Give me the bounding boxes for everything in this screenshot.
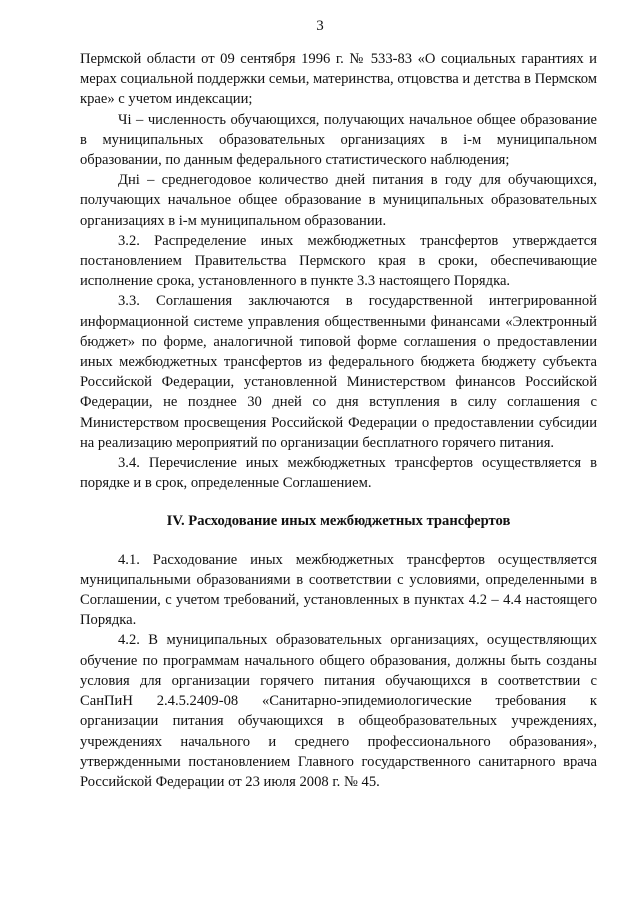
paragraph-continuation: Пермской области от 09 сентября 1996 г. № 533-83 «О социальных гарантиях и мерах социальной поддержки семьи, материнства, отцовства и детства в Пермском крае» с учетом индексации;	[80, 51, 597, 108]
paragraph-definition-dn: Днi – среднегодовое количество дней питания в году для обучающихся, получающих начальное общее образование в муниципальных образовательных организациях в i-м муниципальном образовании.	[80, 172, 597, 229]
section-heading: IV. Расходование иных межбюджетных трансфертов	[166, 513, 511, 530]
paragraph-3-2: 3.2. Распределение иных межбюджетных трансфертов утверждается постановлением Правительства Пермского края в сроки, обеспечивающие исполнение срока, установленного в пункте 3.3 настоящего Порядка.	[80, 232, 597, 290]
paragraph-4-1: 4.1. Расходование иных межбюджетных трансфертов осуществляется муниципальными образованиями в соответствии с условиями, определенными в Соглашении, с учетом требований, установленных в пунктах 4.2 – 4.4 настоящего Порядка.	[80, 551, 597, 629]
paragraph-3-4: 3.4. Перечисление иных межбюджетных трансфертов осуществляется в порядке и в срок, определенные Соглашением.	[80, 455, 597, 492]
document-body	[80, 49, 597, 792]
paragraph-3-3: 3.3. Соглашения заключаются в государственной интегрированной информационной системе управления общественными финансами «Электронный бюджет» по форме, аналогичной типовой форме соглашения о предоставлении иных межбюджетных трансфертов из федерального бюджета бюджету субъекта Российской Федерации, установленной Министерством финансов Российской Федерации, не позднее 30 дней со дня вступления в силу соглашения с Министерством просвещения Российской Федерации о предоставлении субсидии на реализацию мероприятий по организации бесплатного горячего питания.	[80, 293, 597, 451]
page-number: 3	[316, 18, 324, 34]
paragraph-definition-ch: Чi – численность обучающихся, получающих начальное общее образование в муниципальных образовательных организациях в i-м муниципальном образовании, по данным федерального статистического наблюдения;	[80, 111, 597, 169]
paragraph-4-2: 4.2. В муниципальных образовательных организациях, осуществляющих обучение по программам начального общего образования, должны быть созданы условия для организации горячего питания обучающихся в соответствии с СанПиН 2.4.5.2409-08 «Санитарно-эпидемиологические требования к организации питания обучающихся в общеобразовательных учреждениях, учреждениях начального и среднего профессионального образования», утвержденными постановлением Главного государственного санитарного врача Российской Федерации от 23 июля 2008 г. № 45.	[80, 632, 597, 790]
